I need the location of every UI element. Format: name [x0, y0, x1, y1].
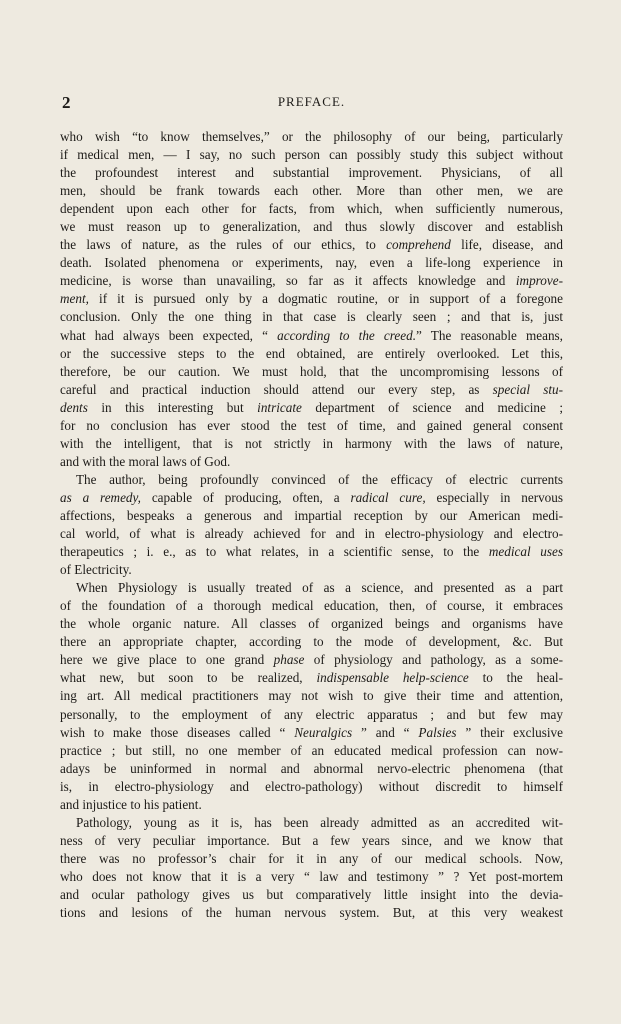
text-span: to the heal-: [468, 670, 563, 686]
text-span: therapeutics ; i. e., as to what relates, in a scientific sense, to the: [60, 544, 489, 560]
text-line: [60, 832, 563, 850]
text-span: death. Isolated phenomena or experiments, nay, even a life-long experience in: [60, 255, 563, 271]
text-line: [60, 489, 563, 507]
italic-text: as a remedy,: [60, 489, 141, 505]
text-span: ness of very peculiar importance. But a few years since, and we know that: [60, 832, 563, 848]
text-span: what new, but soon to be realized,: [60, 670, 317, 686]
text-line: [60, 778, 563, 796]
body-text: [60, 128, 563, 922]
text-line: [60, 507, 563, 525]
text-span: and injustice to his patient.: [60, 796, 202, 812]
text-line: [60, 327, 563, 345]
text-span: cal world, of what is already achieved for and in electro-physiology and electro-: [60, 526, 563, 542]
italic-text: improve-: [515, 273, 563, 289]
text-span: ” and “: [352, 724, 419, 740]
text-line: [60, 579, 563, 597]
italic-text: Palsies: [418, 724, 457, 740]
text-span: careful and practical induction should attend our every step, as: [60, 381, 493, 397]
text-line: [60, 345, 563, 363]
text-span: the profoundest interest and substantial improvement. Physicians, of all: [60, 165, 563, 181]
text-span: if medical men, — I say, no such person can possibly study this subject without: [60, 147, 563, 163]
text-span: or the successive steps to the end obtained, are entirely overlooked. Let this,: [60, 345, 563, 361]
text-span: what had always been expected, “: [60, 327, 278, 343]
text-span: is, in electro-physiology and electro-pathology) without discredit to himself: [60, 778, 563, 794]
text-line: [60, 218, 563, 236]
text-span: we must reason up to generalization, and thus slowly discover and establish: [60, 219, 563, 235]
text-span: When Physiology is usually treated of as a science, and presented as a part: [76, 580, 563, 596]
text-span: for no conclusion has ever stood the test of time, and gained general consent: [60, 417, 563, 433]
italic-text: comprehend: [386, 237, 451, 253]
text-line: [60, 272, 563, 290]
text-span: who does not know that it is a very “ law and testimony ” ? Yet post-mortem: [60, 868, 563, 884]
text-line: [60, 561, 563, 579]
text-line: [60, 742, 563, 760]
text-line: [60, 904, 563, 922]
text-line: [60, 471, 563, 489]
text-span: the whole organic nature. All classes of organized beings and organisms have: [60, 616, 563, 632]
text-span: here we give place to one grand: [60, 652, 274, 668]
italic-text: indispensable help-science: [316, 670, 469, 686]
italic-text: dents: [60, 399, 88, 415]
text-span: adays be uninformed in normal and abnormal nervo-electric phenomena (that: [60, 760, 563, 776]
text-span: ing art. All medical practitioners may not wish to give their time and attention,: [60, 688, 563, 704]
text-span: dependent upon each other for facts, from which, when sufficiently numerous,: [60, 201, 563, 217]
page-number: 2: [62, 93, 71, 112]
italic-text: Neuralgics: [294, 724, 353, 740]
text-span: affections, bespeaks a generous and impartial reception by our American medi-: [60, 507, 563, 523]
text-line: [60, 724, 563, 742]
text-span: who wish “to know themselves,” or the philosophy of our being, particularly: [60, 129, 563, 144]
text-line: [60, 868, 563, 886]
text-line: [60, 633, 563, 651]
italic-text: according to the creed.: [277, 327, 417, 343]
text-line: [60, 760, 563, 778]
text-span: capable of producing, often, a: [140, 489, 351, 505]
text-span: Pathology, young as it is, has been already admitted as an accredited wit-: [76, 814, 563, 830]
italic-text: ment,: [60, 291, 89, 307]
text-line: [60, 381, 563, 399]
text-line: [60, 146, 563, 164]
running-title: PREFACE.: [277, 94, 346, 109]
text-span: there an appropriate chapter, according to the mode of development, &c. But: [60, 634, 563, 650]
text-line: [60, 363, 563, 381]
text-span: personally, to the employment of any electric apparatus ; and but few may: [60, 706, 563, 722]
text-span: wish to make those diseases called “: [60, 724, 295, 740]
text-line: [60, 417, 563, 435]
text-line: [60, 182, 563, 200]
text-line: [60, 128, 563, 146]
text-line: [60, 543, 563, 561]
text-span: life, disease, and: [450, 237, 563, 253]
text-span: department of science and medicine ;: [301, 399, 563, 415]
text-span: therefore, be our caution. We must hold, that the uncompromising lessons of: [60, 363, 563, 379]
text-span: especially in nervous: [425, 489, 563, 505]
text-line: [60, 290, 563, 308]
text-span: medicine, is worse than unavailing, so far as it affects knowledge and: [60, 273, 516, 289]
text-line: [60, 814, 563, 832]
text-line: [60, 687, 563, 705]
text-span: if it is pursued only by a dogmatic routine, or in support of a foregone: [88, 291, 563, 307]
italic-text: special stu-: [492, 381, 563, 397]
text-line: [60, 236, 563, 254]
text-span: men, should be frank towards each other. More than other men, we are: [60, 183, 563, 199]
text-span: there was no professor’s chair for it in any of our medical schools. Now,: [60, 850, 563, 866]
italic-text: radical cure,: [350, 489, 426, 505]
text-line: [60, 399, 563, 417]
text-span: and with the moral laws of God.: [60, 453, 231, 469]
italic-text: intricate: [257, 399, 302, 415]
text-line: [60, 850, 563, 868]
text-span: of physiology and pathology, as a some-: [304, 652, 563, 668]
text-span: and ocular pathology gives us but comparatively little insight into the devia-: [60, 886, 563, 902]
text-span: of the foundation of a thorough medical education, then, of course, it embraces: [60, 598, 563, 614]
text-span: conclusion. Only the one thing in that case is clearly seen ; and that is, just: [60, 309, 563, 325]
italic-text: phase: [273, 652, 305, 668]
text-span: ” The reasonable means,: [416, 327, 563, 343]
page-header: [58, 93, 565, 115]
text-span: tions and lesions of the human nervous system. But, at this very weakest: [60, 905, 563, 921]
text-line: [60, 706, 563, 724]
text-line: [60, 164, 563, 182]
text-line: [60, 651, 563, 669]
text-line: [60, 435, 563, 453]
text-line: [60, 525, 563, 543]
text-line: [60, 597, 563, 615]
text-line: [60, 200, 563, 218]
text-span: ” their exclusive: [456, 724, 563, 740]
text-span: of Electricity.: [60, 562, 132, 578]
text-line: [60, 453, 563, 471]
text-span: in this interesting but: [87, 399, 258, 415]
text-line: [60, 796, 563, 814]
text-span: The author, being profoundly convinced of the efficacy of electric currents: [76, 471, 563, 487]
text-line: [60, 886, 563, 904]
text-span: the laws of nature, as the rules of our ethics, to: [60, 237, 387, 253]
text-line: [60, 669, 563, 687]
text-line: [60, 308, 563, 326]
text-span: with the intelligent, that is not strictly in harmony with the laws of nature,: [60, 435, 563, 451]
italic-text: medical uses: [488, 544, 563, 560]
text-line: [60, 254, 563, 272]
text-line: [60, 615, 563, 633]
text-span: practice ; but still, no one member of an educated medical profession can now-: [60, 742, 563, 758]
